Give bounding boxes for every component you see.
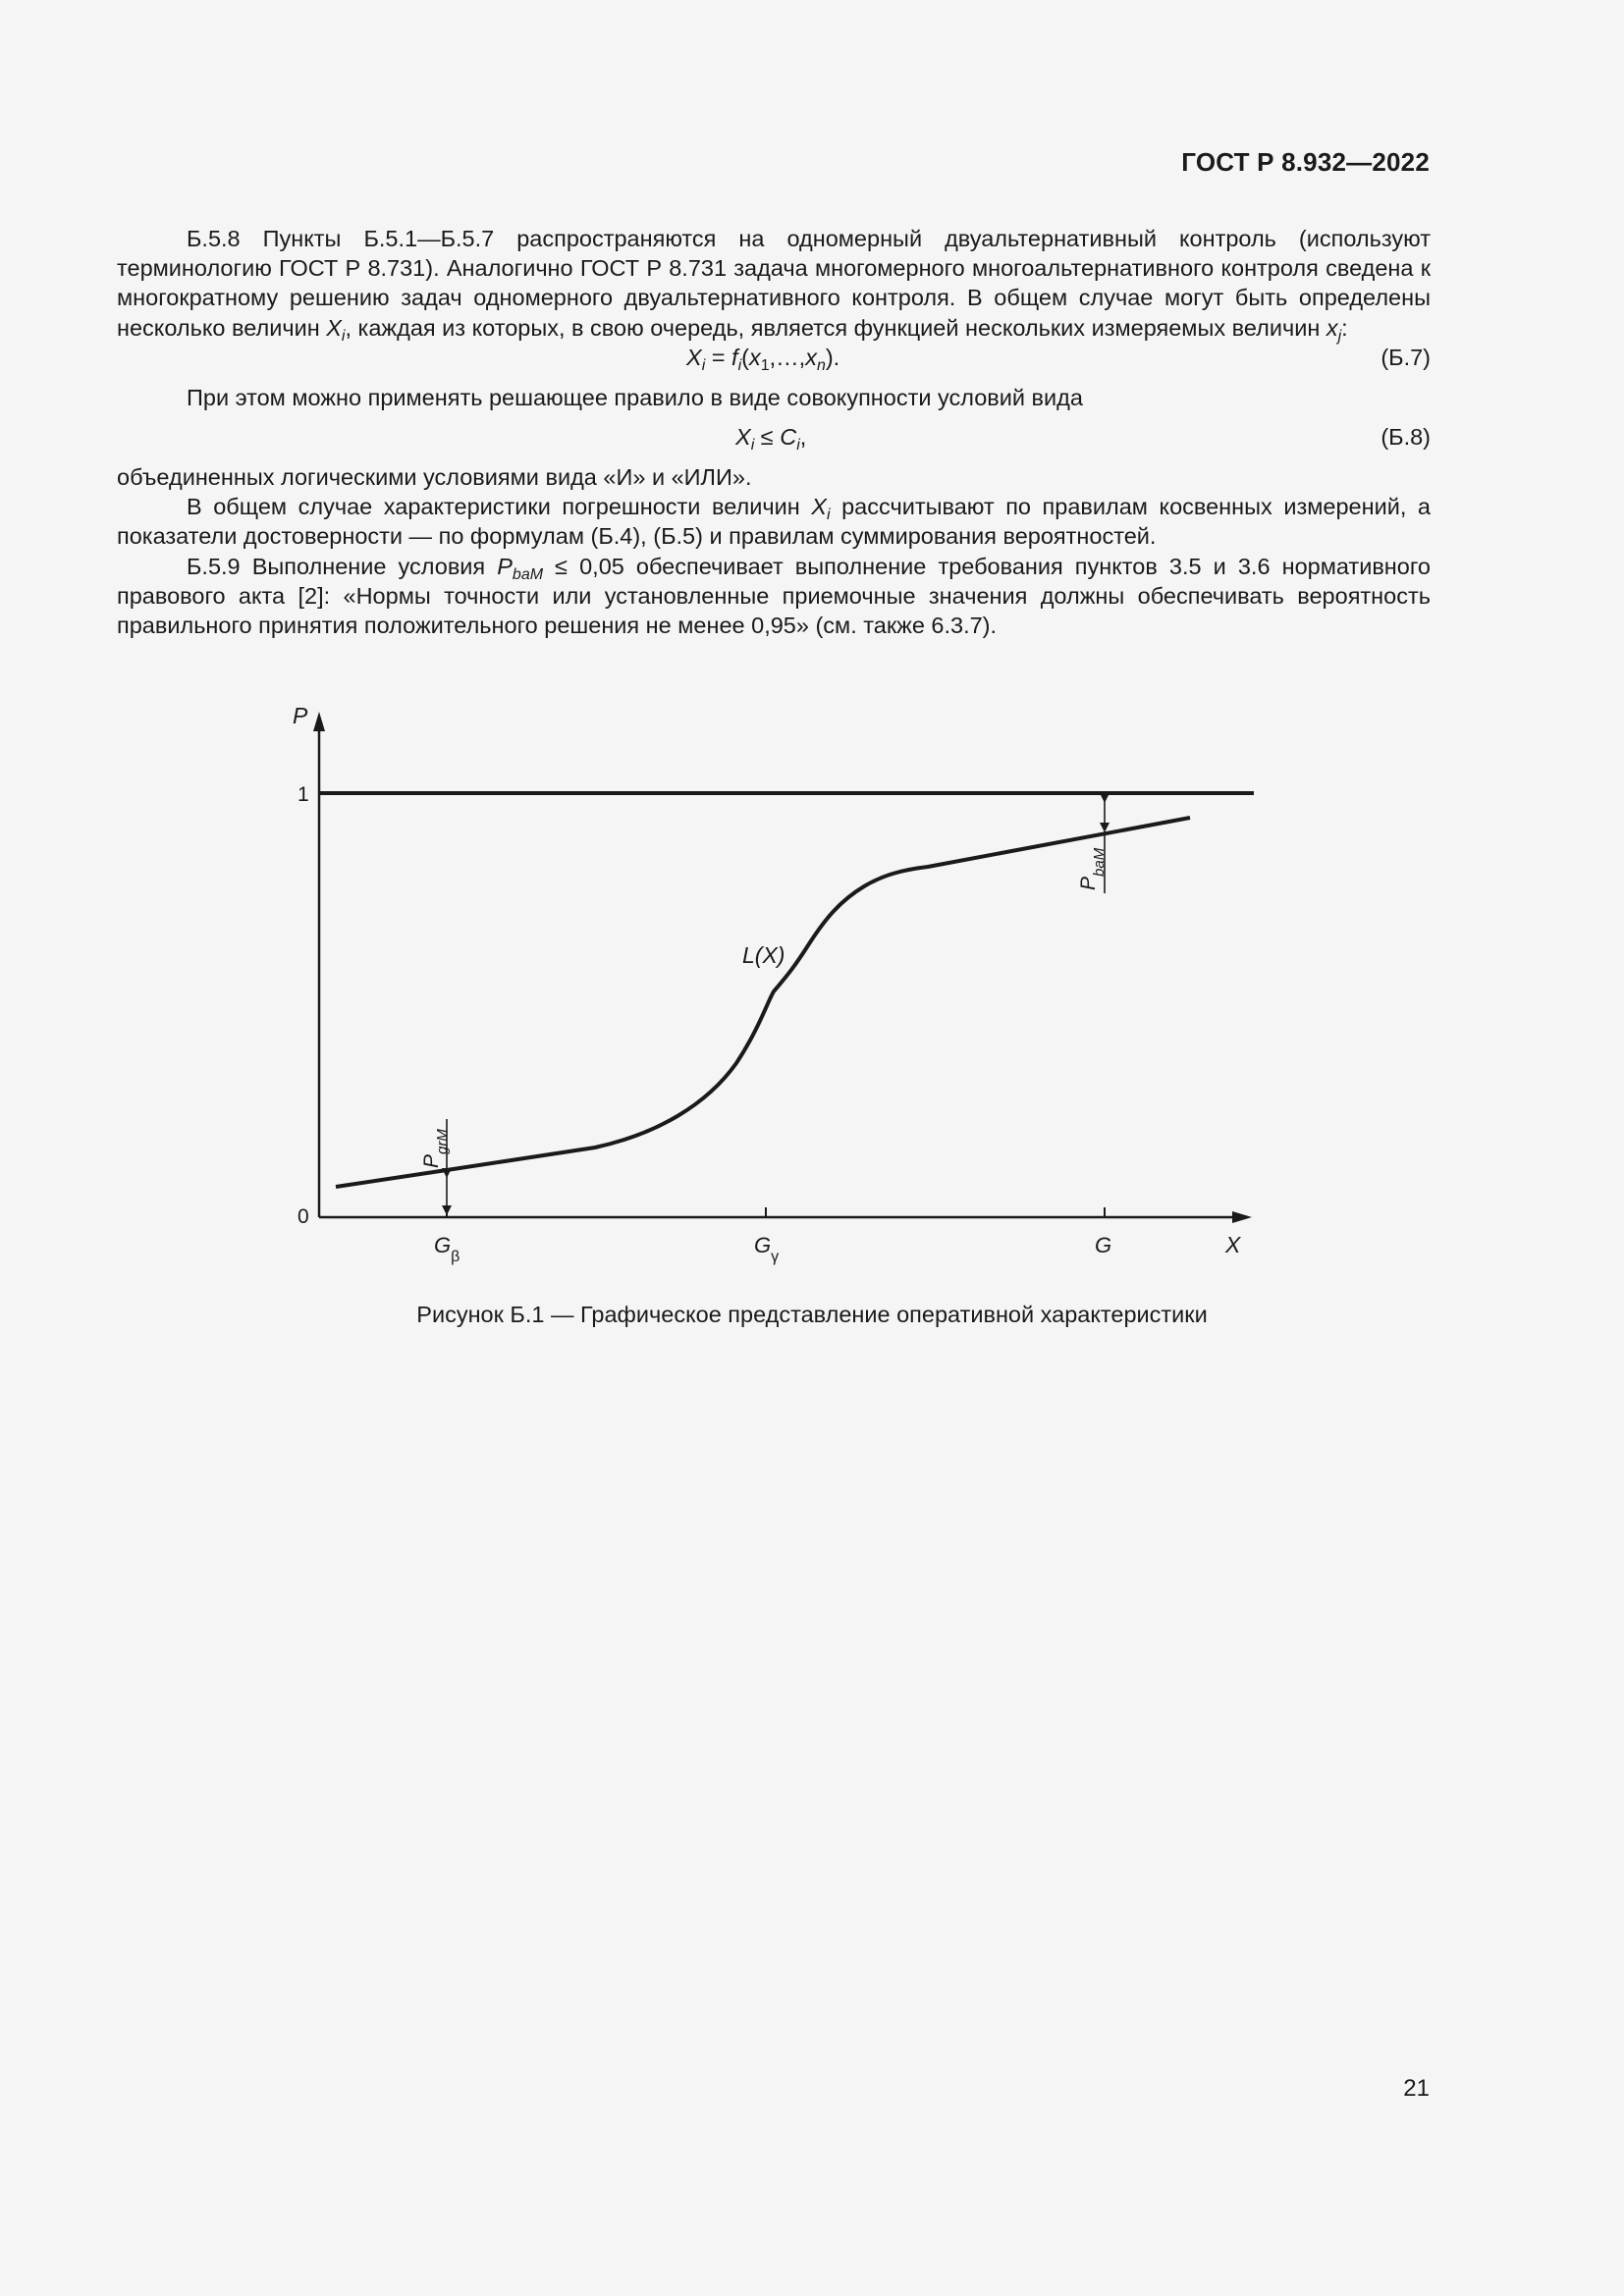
var-X: X bbox=[326, 314, 342, 341]
formula-b7 bbox=[117, 343, 1431, 372]
y-axis-label: P bbox=[293, 703, 308, 728]
oc-figure bbox=[275, 702, 1276, 1291]
g-label: G bbox=[1095, 1233, 1112, 1257]
formula-b8-expression: $X_i \le C_i$, bbox=[735, 424, 807, 454]
formula-b7-expression: $X_i$ = $f_i(x_1,\dots,x_n)$. bbox=[686, 344, 840, 374]
paragraph-logic: объединенных логическими условиями вида «И» и «ИЛИ». bbox=[117, 464, 752, 491]
formula-b8-number: (Б.8) bbox=[1380, 424, 1431, 451]
figure-caption: Рисунок Б.1 — Графическое представление оперативной характеристики bbox=[416, 1302, 1208, 1327]
paragraph-errors: В общем случае характеристики погрешности величин $X_i$ рассчитывают по правилам косвенных измерений, а показатели достоверности — по формулам (Б.4), (Б.5) и правилам суммирования вероятностей. bbox=[117, 494, 1431, 550]
body-text bbox=[117, 224, 1431, 640]
text-span: , каждая из которых, в свою очередь, является функцией нескольких измеряемых величин bbox=[345, 314, 1326, 341]
y-axis-arrow-icon bbox=[313, 712, 325, 731]
page-number: 21 bbox=[1403, 2075, 1430, 2102]
paragraph-rule: При этом можно применять решающее правило в виде совокупности условий вида bbox=[187, 384, 1083, 410]
pgrm-label: $P_{grM}$ bbox=[420, 1129, 451, 1168]
formula-b8 bbox=[117, 422, 1431, 452]
x-axis-label: X bbox=[1225, 1232, 1241, 1257]
document-header: ГОСТ Р 8.932—2022 bbox=[1181, 147, 1430, 177]
sub-j: j bbox=[1337, 327, 1342, 345]
formula-b7-number: (Б.7) bbox=[1380, 344, 1431, 370]
oc-curve bbox=[336, 818, 1190, 1187]
g-gamma-label: $G_\gamma$ bbox=[754, 1233, 780, 1265]
text-span: Б.5.8 Пункты Б.5.1—Б.5.7 распространяются на одномерный двуальтернативный контроль (используют терминологию ГОСТ Р 8.731). Аналогично ГОСТ Р 8.731 задача многомерного многоальтернативного контроля сведена к многократному решению задач одномерного двуальтернативного контроля. В общем случае могут быть определены несколько величин bbox=[117, 226, 1431, 341]
paragraph-b59: Б.5.9 Выполнение условия $P_{baM} \le 0,05$ обеспечивает выполнение требования пунктов 3.5 и 3.6 нормативного правового акта [2]: «Нормы точности или установленные приемочные значения должны обеспечивать вероятность правильного принятия положительного решения не менее 0,95» (см. также 6.3.7). bbox=[117, 553, 1431, 639]
pbam-label: $P_{baM}$ bbox=[1077, 847, 1108, 890]
tick-label-0: 0 bbox=[298, 1205, 309, 1228]
tick-label-1: 1 bbox=[298, 783, 309, 806]
text-span: : bbox=[1341, 314, 1348, 341]
var-x: x bbox=[1326, 314, 1338, 341]
x-axis-arrow-icon bbox=[1232, 1211, 1252, 1223]
g-beta-label: $G_\beta$ bbox=[434, 1233, 460, 1265]
paragraph-b58 bbox=[117, 224, 1431, 343]
sub-i: i bbox=[341, 327, 346, 345]
curve-label: L(X) bbox=[742, 942, 785, 968]
